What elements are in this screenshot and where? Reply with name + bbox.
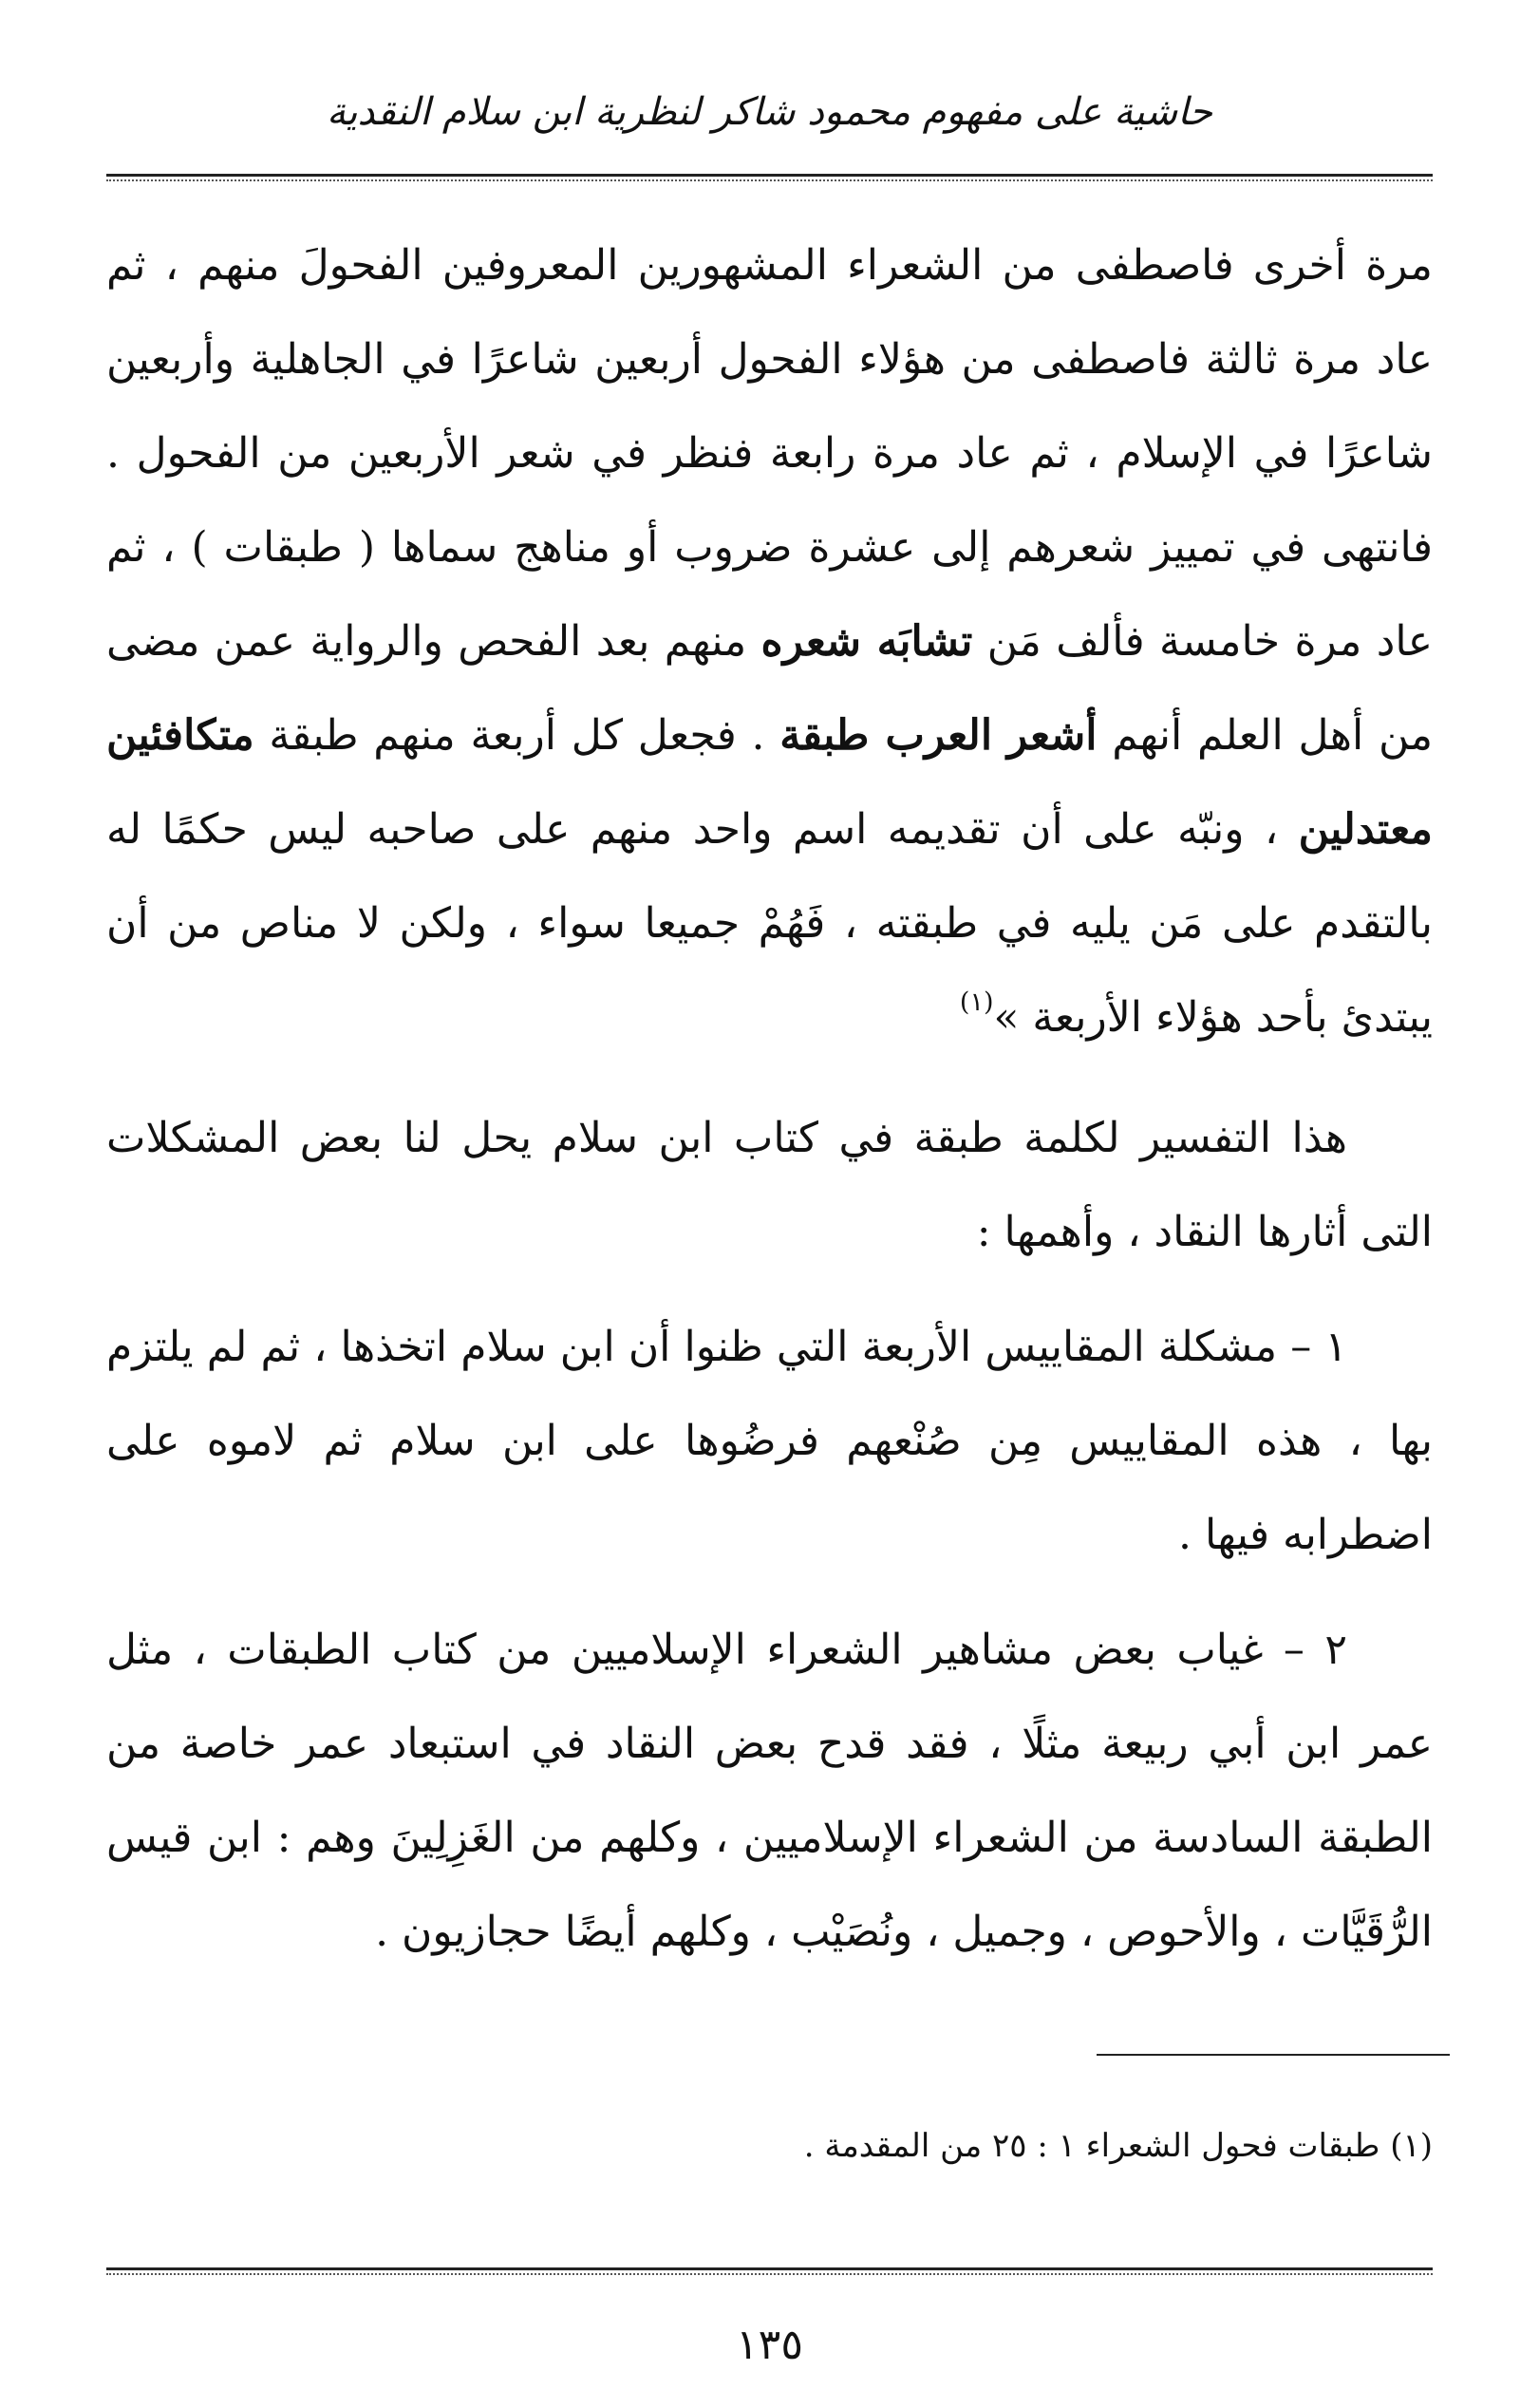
text-line: والأحوص ، وجميل ، ونُصَيْب ، وكلهم أيضًا حجازيون . — [375, 1908, 1261, 1956]
bold-phrase: تشابَه شعره — [760, 617, 973, 666]
paragraph-1 — [106, 218, 1433, 1070]
text-line: شعرهم إلى عشرة ضروب أو مناهج سماها ( طبقات ) ، ثم عاد مرة خامسة فألف — [106, 523, 1433, 666]
text-line: منهم بعد الفحص والرواية عمن مضى من أهل العلم أنهم — [106, 617, 1434, 760]
text-line: جميعا سواء ، ولكن لا مناص من أن يبتدئ بأحد هؤلاء الأربعة » — [106, 899, 1433, 1042]
footnote-reference: (١) — [959, 988, 994, 1017]
footnote: (١) طبقات فحول الشعراء ١ : ٢٥ من المقدمة . — [803, 2127, 1433, 2165]
text-line: مَن — [972, 617, 1042, 666]
page-number: ١٣٥ — [736, 2321, 803, 2369]
text-line: الإسلام ، ثم عاد مرة رابعة فنظر في شعر الأربعين من الفحول . فانتهى في تمييز — [106, 429, 1433, 572]
footer-rule — [106, 2267, 1433, 2275]
text-line: هذه المقاييس مِن صُنْعهم فرضُوها على ابن سلام ثم لاموه على اضطرابه فيها . — [106, 1417, 1433, 1559]
text-line: ثالثة فاصطفى من هؤلاء الفحول أربعين شاعرًا في الجاهلية وأربعين شاعرًا في — [106, 335, 1433, 478]
text-line: ابن أبي ربيعة مثلًا ، فقد قدح بعض النقاد في استبعاد عمر خاصة من الطبقة — [106, 1720, 1433, 1862]
main-text — [106, 218, 1433, 1979]
paragraph-4 — [106, 1603, 1433, 1979]
footnote-separator — [1097, 2054, 1450, 2056]
text-line: مرة أخرى فاصطفى من الشعراء المشهورين المعروفين الفحولَ منهم ، ثم عاد مرة — [106, 241, 1433, 384]
text-line: ، ونبّه على أن تقديمه — [887, 805, 1299, 854]
bold-phrase: متكافئين معتدلين — [106, 711, 1433, 854]
text-line: . فجعل كل أربعة منهم طبقة — [253, 711, 780, 760]
text-line: ١ – مشكلة المقاييس الأربعة التي ظنوا أن ابن سلام اتخذها ، ثم لم يلتزم بها ، — [106, 1323, 1433, 1465]
paragraph-2 — [106, 1091, 1433, 1279]
text-line: هذا التفسير لكلمة طبقة في كتاب ابن سلام يحل لنا بعض المشكلات التى — [106, 1114, 1433, 1256]
text-line: ٢ – غياب بعض مشاهير الشعراء الإسلاميين من كتاب الطبقات ، مثل عمر — [106, 1626, 1433, 1768]
bold-phrase: العرب طبقة — [779, 711, 993, 760]
bold-phrase: أشعر — [1006, 711, 1098, 760]
running-head: حاشية على مفهوم محمود شاكر لنظرية ابن سلام النقدية — [326, 90, 1213, 134]
paragraph-3 — [106, 1300, 1433, 1582]
text-line: السادسة من الشعراء الإسلاميين ، وكلهم من الغَزِلِينَ وهم : ابن قيس الرُّقَيَّات ، — [106, 1814, 1433, 1956]
text-line: اسم واحد منهم على صاحبه ليس حكمًا له بالتقدم على مَن يليه في طبقته ، فَهُمْ — [106, 805, 1433, 948]
text-line: أثارها النقاد ، وأهمها : — [976, 1208, 1348, 1256]
header-rule — [106, 174, 1433, 181]
